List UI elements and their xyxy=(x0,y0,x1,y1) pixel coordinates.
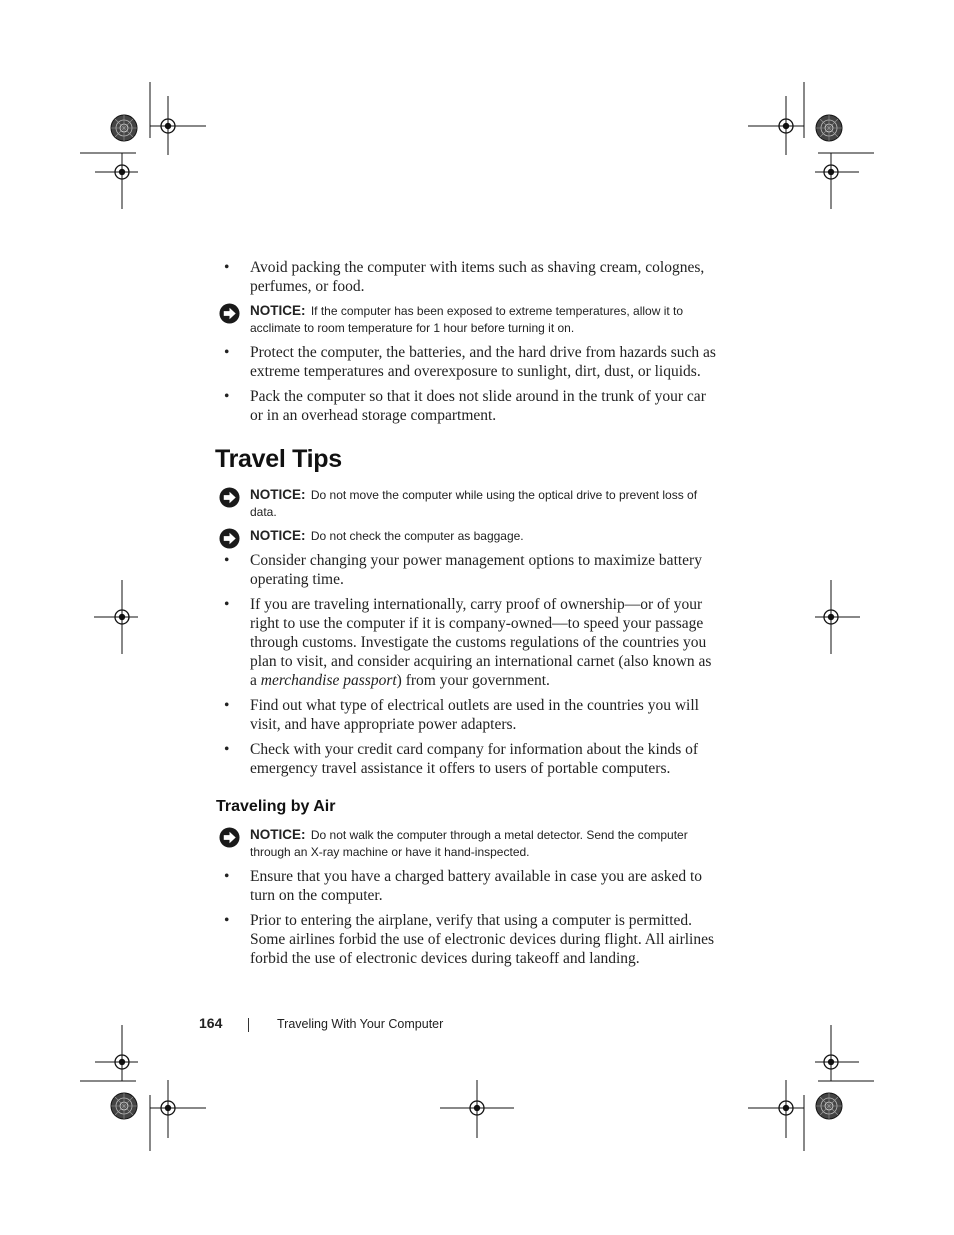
notice-arrow-icon xyxy=(219,303,240,324)
notice-arrow-icon xyxy=(219,528,240,549)
notice-label: NOTICE: xyxy=(250,303,306,318)
notice-label: NOTICE: xyxy=(250,827,306,842)
bullet-avoid-packing: • Avoid packing the computer with items such as shaving cream, colognes, perfumes, or food. xyxy=(216,258,716,296)
bullet-text: ) from your government. xyxy=(396,672,550,689)
subsection-title: Traveling by Air xyxy=(216,798,336,815)
bullet-power-management: • Consider changing your power management options to maximize battery operating time. xyxy=(216,551,716,589)
bullet-text: If you are traveling internationally, carry proof of ownership—or of your right to use the computer if it is company-owned—to speed your passage through customs. Investigate the customs regulations of the countries you plan to visit, and consider acquiring an international carnet (also known as a xyxy=(250,596,712,689)
notice-text: If the computer has been exposed to extreme temperatures, allow it to acclimate to room temperature for 1 hour before turning it on. xyxy=(250,304,684,335)
bullet-proof-of-ownership xyxy=(216,595,716,690)
notice-baggage xyxy=(216,527,716,545)
notice-text: Do not check the computer as baggage. xyxy=(310,529,524,543)
page-number: 164 xyxy=(199,1015,223,1031)
bullet-protect-computer: • Protect the computer, the batteries, and the hard drive from hazards such as extreme temperatures and overexposure to sunlight, dirt, dust, or liquids. xyxy=(216,343,716,381)
notice-arrow-icon xyxy=(219,487,240,508)
notice-temperature xyxy=(216,302,716,337)
notice-metal-detector xyxy=(216,826,716,861)
bullet-electrical-outlets: • Find out what type of electrical outlets are used in the countries you will visit, and have appropriate power adapters. xyxy=(216,696,716,734)
bullet-emphasis: merchandise passport xyxy=(260,672,397,689)
notice-label: NOTICE: xyxy=(250,528,306,543)
bullet-pack-computer: • Pack the computer so that it does not slide around in the trunk of your car or in an overhead storage compartment. xyxy=(216,387,716,425)
bullet-airline-policy: • Prior to entering the airplane, verify that using a computer is permitted. Some airlines forbid the use of electronic devices during flight. All airlines forbid the use of electronic devices during takeoff and landing. xyxy=(216,911,716,968)
chapter-title: Traveling With Your Computer xyxy=(277,1017,444,1031)
footer-divider xyxy=(248,1018,249,1032)
notice-label: NOTICE: xyxy=(250,487,306,502)
notice-optical-drive xyxy=(216,486,716,521)
notice-text: Do not move the computer while using the optical drive to prevent loss of data. xyxy=(250,488,698,519)
bullet-credit-card: • Check with your credit card company for information about the kinds of emergency travel assistance it offers to users of portable computers. xyxy=(216,740,716,778)
notice-text: Do not walk the computer through a metal detector. Send the computer through an X-ray machine or have it hand-inspected. xyxy=(250,828,688,859)
notice-arrow-icon xyxy=(219,827,240,848)
page-footer xyxy=(199,1015,444,1031)
section-title: Travel Tips xyxy=(215,445,342,473)
bullet-charged-battery: • Ensure that you have a charged battery available in case you are asked to turn on the computer. xyxy=(216,867,716,905)
main-content xyxy=(216,258,716,974)
